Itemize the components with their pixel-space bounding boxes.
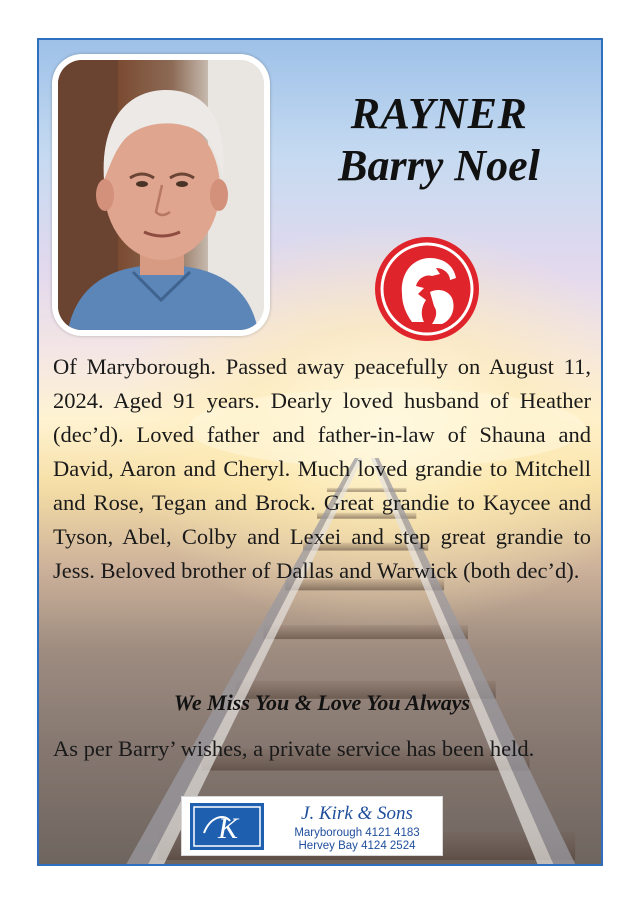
- funeral-director-name: J. Kirk & Sons: [301, 803, 413, 824]
- logo-letter: K: [217, 812, 239, 845]
- funeral-director-logo: [190, 803, 264, 850]
- funeral-director-ad: [181, 796, 443, 856]
- deceased-name: [279, 90, 599, 190]
- lion-emblem-icon: [372, 234, 482, 344]
- funeral-director-phone-hervey-bay: Hervey Bay 4124 2524: [298, 840, 416, 852]
- portrait-illustration: [58, 60, 264, 330]
- funeral-director-phone-maryborough: Maryborough 4121 4183: [294, 827, 420, 839]
- portrait-frame: [52, 54, 270, 336]
- death-notice: [37, 38, 603, 866]
- surname: RAYNER: [350, 89, 528, 138]
- notice-motto: We Miss You & Love You Always: [173, 690, 471, 715]
- notice-closing: As per Barry’ wishes, a private service has been held.: [53, 736, 535, 761]
- given-names: Barry Noel: [338, 141, 540, 190]
- notice-body: Of Maryborough. Passed away peacefully on August 11, 2024. Aged 91 years. Dearly loved husband of Heather (dec’d). Loved father and father-in-law of Shauna and David, Aaron and Cheryl. Much loved grandie to Mitchell and Rose, Tegan and Brock. Great grandie to Kaycee and Tyson, Abel, Colby and Lexei and step great grandie to Jess. Beloved brother of Dallas and Warwick (both dec’d).: [53, 354, 591, 583]
- portrait-photo: [58, 60, 264, 330]
